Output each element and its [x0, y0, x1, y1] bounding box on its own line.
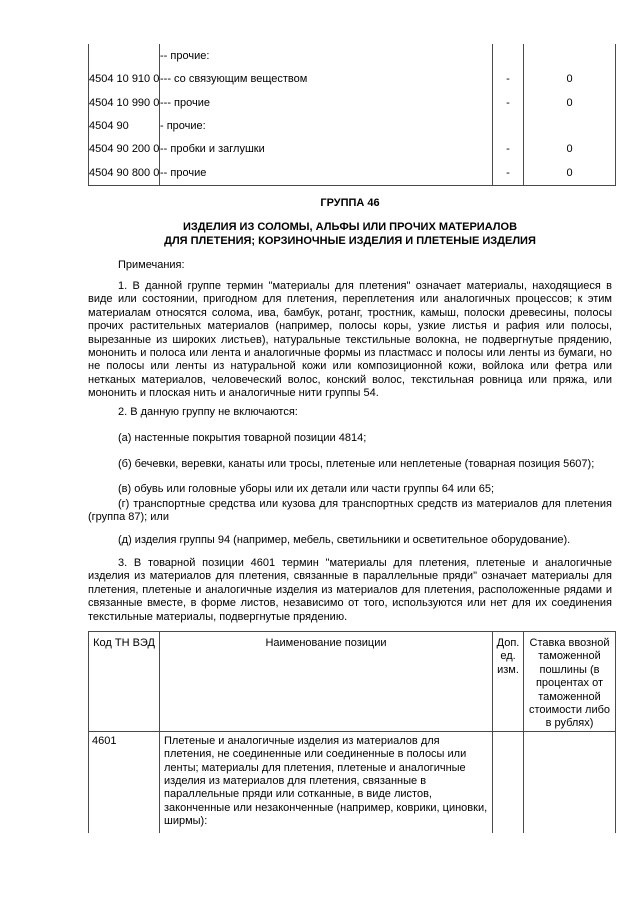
unit-cell — [493, 731, 524, 833]
rate-cell: 0 — [524, 91, 616, 114]
code-cell: 4504 10 910 0 — [89, 67, 160, 90]
rate-cell — [524, 731, 616, 833]
code-cell — [89, 44, 160, 67]
table-row — [89, 138, 616, 161]
code-cell: 4504 90 200 0 — [89, 138, 160, 161]
name-cell: --- прочие — [160, 91, 493, 114]
group-title-heading — [88, 221, 612, 248]
unit-cell: - — [493, 91, 524, 114]
note-paragraph-2g: (г) транспортные средства или кузова для транспортных средств из материалов для плетения (группа 87); или — [88, 498, 612, 524]
note-paragraph-2a: (а) настенные покрытия товарной позиции 4814; — [118, 432, 367, 444]
name-cell: -- пробки и заглушки — [160, 138, 493, 161]
unit-cell: - — [493, 67, 524, 90]
table-row — [89, 161, 616, 185]
rate-cell: 0 — [524, 138, 616, 161]
group-number-heading: ГРУППА 46 — [320, 197, 380, 209]
col-header-name: Наименование позиции — [160, 632, 493, 732]
rate-cell: 0 — [524, 67, 616, 90]
code-cell: 4504 10 990 0 — [89, 91, 160, 114]
code-cell: 4504 90 800 0 — [89, 161, 160, 185]
unit-cell — [493, 114, 524, 137]
col-header-unit: Доп. ед. изм. — [493, 632, 524, 732]
unit-cell: - — [493, 138, 524, 161]
name-cell: - прочие: — [160, 114, 493, 137]
rate-cell — [524, 44, 616, 67]
table-row — [89, 44, 616, 67]
table-row — [89, 731, 616, 833]
tariff-rows-table — [88, 44, 616, 186]
note-paragraph-3: 3. В товарной позиции 4601 термин "материалы для плетения, плетеные и аналогичные изделия из материалов для плетения, связанные в параллельные пряди" означает материалы для плетения, плетеные и аналогичные изделия из материалов для плетения, расположенные рядами и связанные вместе, в форме листов, независимо от того, используются или нет для их соединения текстильные материалы, подвергнутые прядению. — [88, 557, 612, 623]
code-cell: 4504 90 — [89, 114, 160, 137]
name-cell: -- прочие — [160, 161, 493, 185]
unit-cell — [493, 44, 524, 67]
rate-cell — [524, 114, 616, 137]
table-row — [89, 67, 616, 90]
code-cell: 4601 — [89, 731, 160, 833]
note-paragraph-1: 1. В данной группе термин "материалы для плетения" означает материалы, находящиеся в виде или состоянии, пригодном для плетения, переплетения или аналогичных процессов; к этим материалам относятся солома, ива, бамбук, ротанг, тростник, камыш, полоски древесины, полосы прочих растительных материалов (например, полосы коры, узкие листья и рафия или полосы, вырезанные из широких листьев), натуральные текстильные волокна, не подвергнутые прядению, мононить и полоса или лента и аналогичные формы из пластмасс и полосы или ленты из бумаги, но не полосы или ленты из натуральной кожи или композиционной кожи, войлока или фетра или нетканых материалов, человеческий волос, конский волос, текстильная ровница или пряжа, или мононить и плоская нить и аналогичные нити группы 54. — [88, 280, 612, 400]
notes-label: Примечания: — [118, 259, 185, 271]
group-title-line1: ИЗДЕЛИЯ ИЗ СОЛОМЫ, АЛЬФЫ ИЛИ ПРОЧИХ МАТЕРИАЛОВ — [182, 221, 518, 233]
name-cell: --- со связующим веществом — [160, 67, 493, 90]
group-title-line2: ДЛЯ ПЛЕТЕНИЯ; КОРЗИНОЧНЫЕ ИЗДЕЛИЯ И ПЛЕТЕНЫЕ ИЗДЕЛИЯ — [164, 234, 536, 247]
note-paragraph-2v: (в) обувь или головные уборы или их детали или части группы 64 или 65; — [118, 483, 495, 495]
note-paragraph-2d: (д) изделия группы 94 (например, мебель, светильники и осветительное оборудование). — [118, 534, 571, 546]
name-cell: -- прочие: — [160, 44, 493, 67]
table-row — [89, 91, 616, 114]
unit-cell: - — [493, 161, 524, 185]
rate-cell: 0 — [524, 161, 616, 185]
note-paragraph-2: 2. В данную группу не включаются: — [118, 406, 298, 418]
table-header-row — [89, 632, 616, 732]
table-row — [89, 114, 616, 137]
name-cell: Плетеные и аналогичные изделия из материалов для плетения, не соединенные или соединенные в полосы или ленты; материалы для плетения, плетеные и аналогичные изделия из материалов для плетения, связанные в параллельные пряди или сотканные, в виде листов, законченные или незаконченные (например, коврики, циновки, ширмы): — [160, 731, 493, 833]
col-header-rate: Ставка ввозной таможенной пошлины (в процентах от таможенной стоимости либо в рублях) — [524, 632, 616, 732]
note-paragraph-2b: (б) бечевки, веревки, канаты или тросы, плетеные или неплетеные (товарная позиция 5607); — [118, 458, 595, 470]
col-header-code: Код ТН ВЭД — [89, 632, 160, 732]
tariff-positions-table — [88, 631, 616, 833]
